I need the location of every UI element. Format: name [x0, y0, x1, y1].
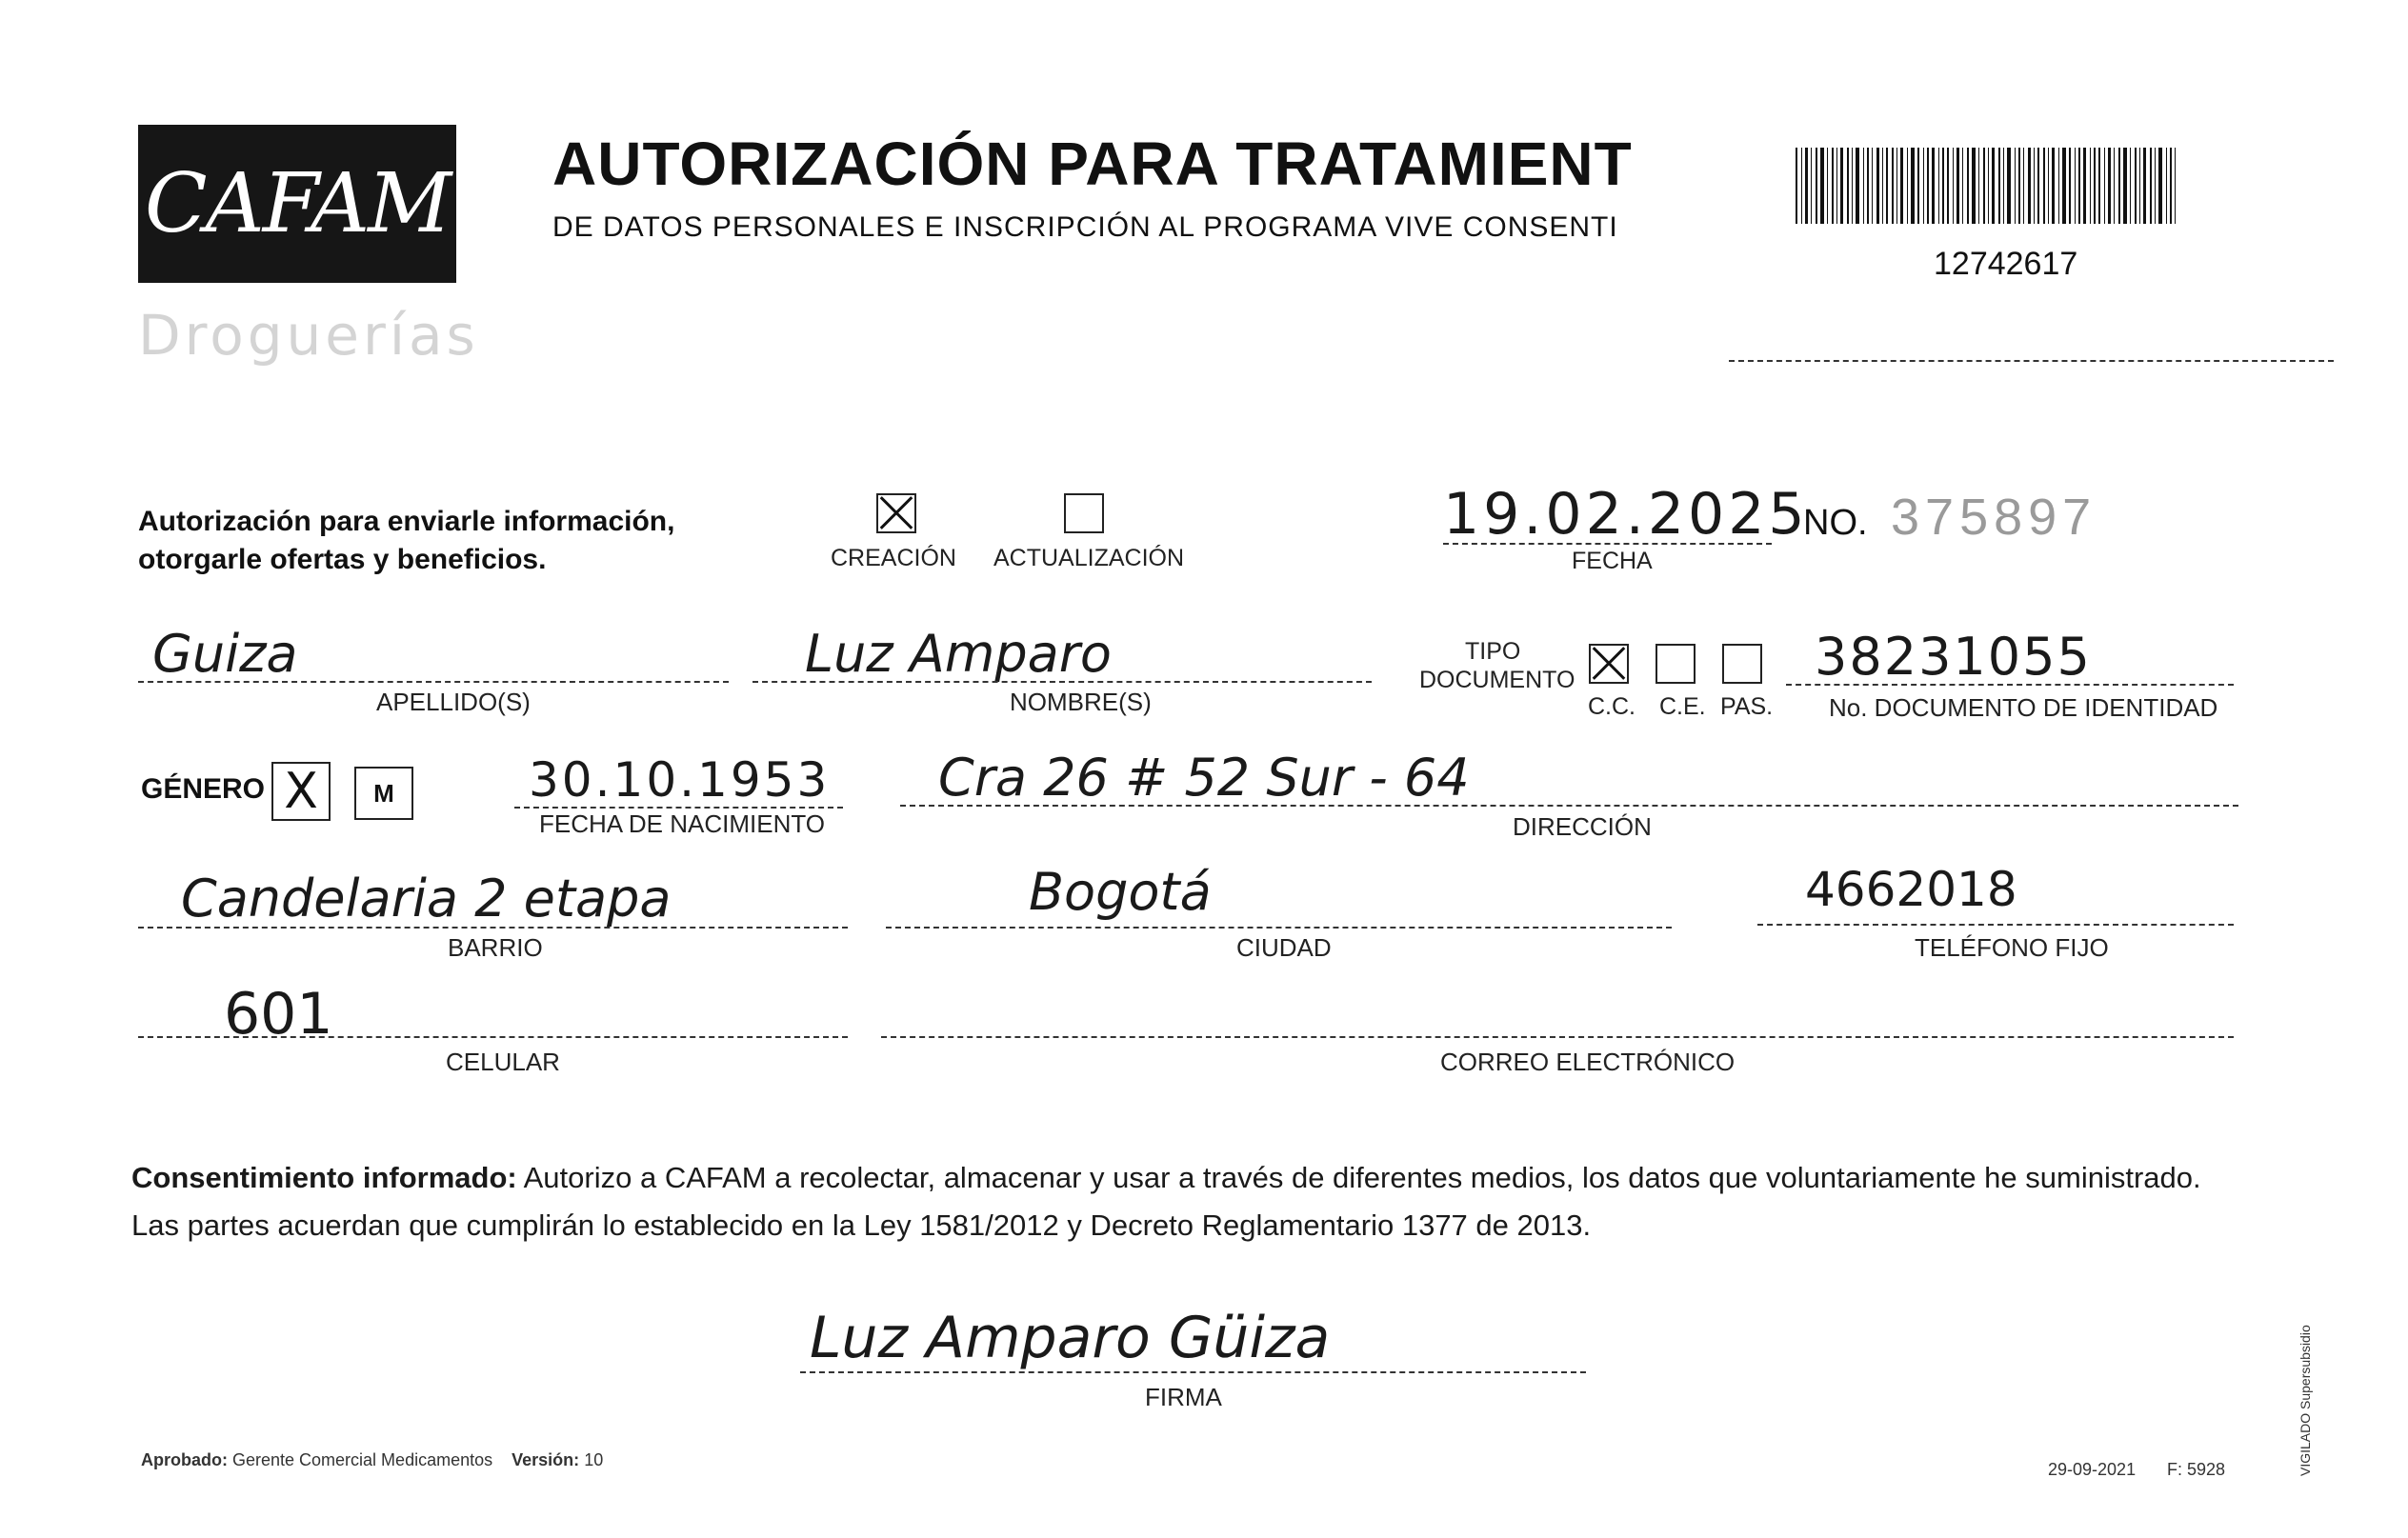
- celular-value[interactable]: 601: [224, 981, 333, 1048]
- correo-line[interactable]: [881, 1036, 2234, 1038]
- telefono-label: TELÉFONO FIJO: [1915, 933, 2109, 962]
- pas-label: PAS.: [1720, 693, 1774, 720]
- barrio-line: [138, 927, 848, 929]
- header-divider: [1729, 360, 2334, 362]
- direccion-value[interactable]: Cra 26 # 52 Sur - 64: [938, 748, 1470, 808]
- barrio-value[interactable]: Candelaria 2 etapa: [181, 869, 672, 929]
- consent-text-2: Las partes acuerdan que cumplirán lo establecido en la Ley 1581/2012 y Decreto Reglamentario 1377 de 2013.: [131, 1208, 1592, 1242]
- documento-label-field: No. DOCUMENTO DE IDENTIDAD: [1829, 693, 2218, 722]
- ciudad-label: CIUDAD: [1236, 933, 1332, 962]
- footer-code: F: 5928: [2167, 1460, 2226, 1479]
- ce-label: C.E.: [1659, 693, 1706, 720]
- fecha-value[interactable]: 19.02.2025: [1443, 481, 1809, 548]
- cafam-logo: [138, 125, 456, 283]
- documento-label: DOCUMENTO: [1419, 667, 1575, 693]
- signature-value[interactable]: Luz Amparo Güiza: [810, 1305, 1331, 1371]
- no-value: 375897: [1891, 489, 2097, 546]
- cc-label: C.C.: [1588, 693, 1635, 720]
- direccion-line: [900, 805, 2238, 807]
- genero-m-box[interactable]: M: [354, 767, 413, 820]
- tipo-label: TIPO: [1465, 638, 1521, 665]
- form-title: AUTORIZACIÓN PARA TRATAMIENT: [552, 130, 1633, 198]
- telefono-value[interactable]: 4662018: [1805, 862, 2017, 917]
- consent-heading: Consentimiento informado:: [131, 1161, 517, 1194]
- logo-text: CAFAM: [144, 156, 451, 251]
- consent-text: [131, 1154, 2256, 1249]
- nacimiento-value[interactable]: 30.10.1953: [529, 752, 831, 808]
- consent-text-1: Autorizo a CAFAM a recolectar, almacenar y usar a través de diferentes medios, los datos que voluntariamente he suministrado.: [523, 1161, 2201, 1194]
- nombre-value[interactable]: Luz Amparo: [805, 624, 1112, 684]
- nombre-label: NOMBRE(S): [1010, 688, 1152, 716]
- signature-label: FIRMA: [1145, 1383, 1222, 1411]
- vigilado-text: VIGILADO Supersubsidio: [2298, 1325, 2313, 1476]
- apellido-value[interactable]: Guiza: [152, 624, 298, 684]
- nacimiento-line: [514, 807, 843, 809]
- telefono-line: [1757, 924, 2234, 926]
- ce-checkbox[interactable]: [1656, 644, 1696, 684]
- nombre-line: [752, 681, 1372, 683]
- documento-value[interactable]: 38231055: [1815, 627, 2092, 687]
- celular-label: CELULAR: [446, 1048, 560, 1076]
- barrio-label: BARRIO: [448, 933, 543, 962]
- footer-date: 29-09-2021: [2048, 1460, 2137, 1479]
- no-label: NO.: [1803, 503, 1868, 543]
- cc-checkbox[interactable]: [1589, 644, 1629, 684]
- creacion-checkbox[interactable]: [876, 493, 916, 533]
- celular-line: [138, 1036, 848, 1038]
- pas-checkbox[interactable]: [1722, 644, 1762, 684]
- barcode-icon: [1796, 148, 2181, 224]
- apellido-label: APELLIDO(S): [376, 688, 531, 716]
- fecha-label: FECHA: [1572, 548, 1653, 574]
- footer-approval: Aprobado: Gerente Comercial Medicamentos Versión: 10: [141, 1450, 604, 1469]
- actualizacion-checkbox[interactable]: [1064, 493, 1104, 533]
- creacion-label: CREACIÓN: [831, 545, 956, 571]
- ciudad-value[interactable]: Bogotá: [1029, 862, 1212, 922]
- correo-label: CORREO ELECTRÓNICO: [1440, 1048, 1736, 1076]
- genero-f-box[interactable]: X: [271, 762, 331, 821]
- fecha-line: [1443, 543, 1772, 545]
- signature-line: [800, 1371, 1586, 1373]
- direccion-label: DIRECCIÓN: [1513, 812, 1652, 841]
- barcode-number: 12742617: [1934, 246, 2078, 282]
- nacimiento-label: FECHA DE NACIMIENTO: [539, 809, 826, 838]
- actualizacion-label: ACTUALIZACIÓN: [993, 545, 1185, 571]
- genero-label: GÉNERO: [141, 773, 266, 805]
- ciudad-line: [886, 927, 1672, 929]
- authorization-text: Autorización para enviarle información, otorgarle ofertas y beneficios.: [138, 506, 675, 575]
- documento-line: [1786, 684, 2234, 686]
- apellido-line: [138, 681, 729, 683]
- logo-subtext: Droguerías: [138, 303, 479, 368]
- form-subtitle: DE DATOS PERSONALES E INSCRIPCIÓN AL PROGRAMA VIVE CONSENTI: [552, 211, 1618, 243]
